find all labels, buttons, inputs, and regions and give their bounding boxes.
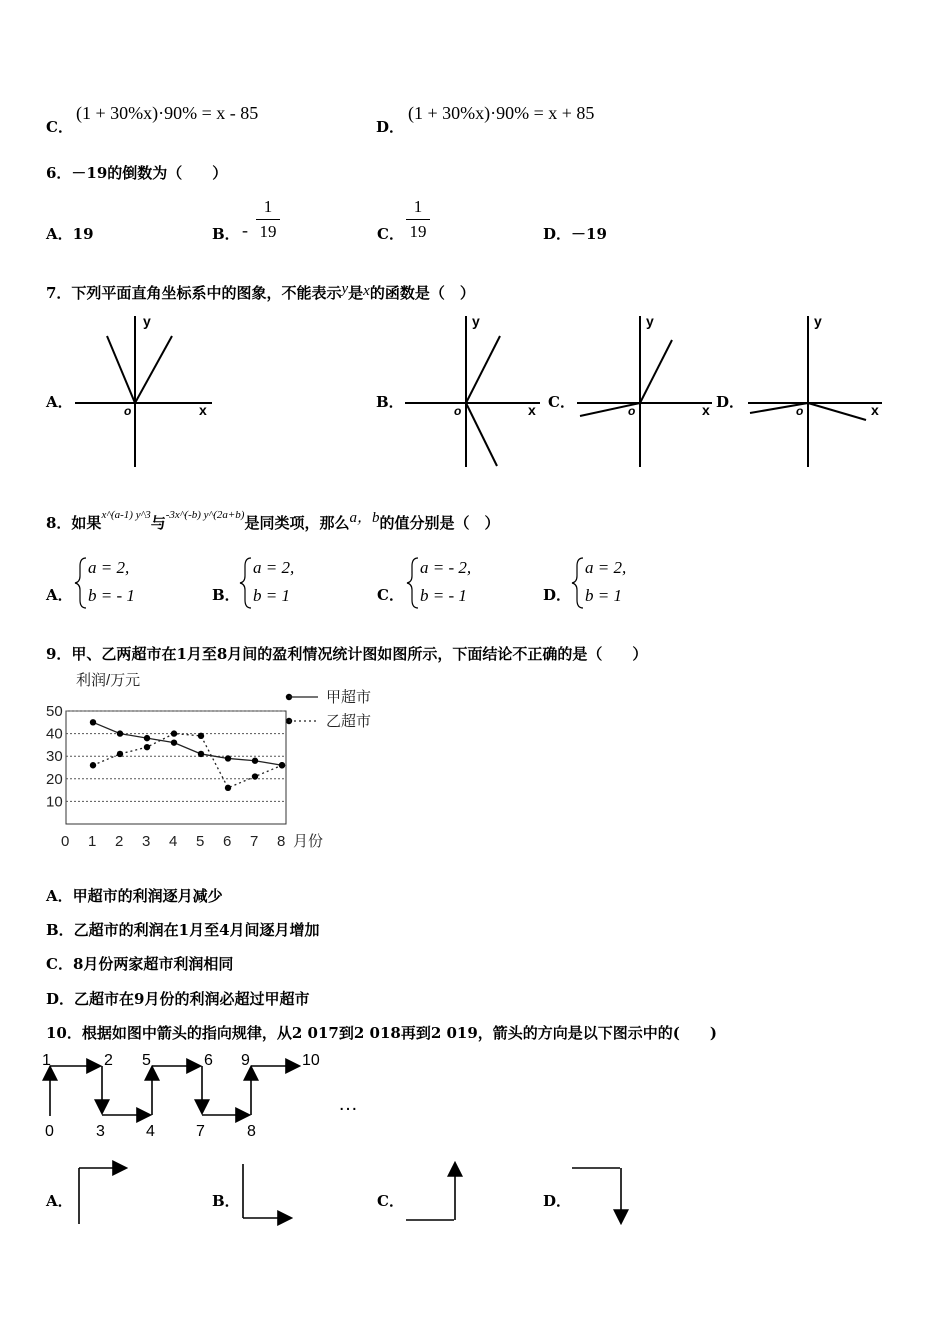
q8-option-b-line1: a = 2, — [253, 558, 295, 577]
pattern-num-7: 7 — [196, 1123, 205, 1140]
q8-option-d-line1: a = 2, — [585, 558, 627, 577]
chart-x-tick-label: 3 — [142, 833, 151, 850]
q9-option-c: C．8月份两家超市利润相同 — [46, 955, 234, 973]
q7-graph-a-origin: o — [124, 404, 132, 418]
q10-option-c-label: C． — [377, 1192, 404, 1210]
q8-option-b-line2: b = 1 — [253, 586, 290, 605]
q8-option-c-label: C． — [377, 586, 404, 604]
q8-vars: a，b — [349, 510, 380, 526]
q8-option-c-line1: a = - 2, — [420, 558, 472, 577]
q8-option-b-label: B． — [212, 586, 240, 604]
q9-option-b: B．乙超市的利润在1月至4月间逐月增加 — [46, 921, 320, 939]
q10-option-d-label: D． — [543, 1192, 572, 1210]
q9-stem: 9．甲、乙两超市在1月至8月间的盈利情况统计图如图所示，下面结论不正确的是（ ） — [46, 645, 648, 663]
pattern-num-6: 6 — [204, 1052, 213, 1069]
q7-graph-b-origin: o — [454, 404, 462, 418]
pattern-num-3: 3 — [96, 1123, 105, 1140]
chart-y-tick-label: 30 — [46, 748, 63, 766]
pattern-num-1: 1 — [42, 1052, 51, 1069]
q8-option-c-line2: b = - 1 — [420, 586, 467, 605]
q5-option-d-label: D． — [376, 118, 405, 136]
fraction-numerator: 1 — [413, 197, 423, 216]
q6-option-b-label: B． — [212, 225, 240, 243]
q7-option-d-label: D． — [716, 393, 745, 411]
q8-term1: x^(a-1) y^3 — [101, 509, 151, 521]
q6-option-a: A．19 — [46, 225, 94, 243]
chart-y-axis-label: 利润/万元 — [76, 672, 141, 689]
chart-y-tick-label: 50 — [46, 703, 63, 720]
q5-option-c-label: C． — [46, 118, 73, 136]
chart-x-tick-label: 5 — [196, 833, 205, 850]
q7-graph-a-y-label: y — [143, 313, 151, 329]
pattern-num-10: 10 — [302, 1052, 320, 1069]
q7-var-x: x — [363, 283, 370, 299]
q7-graph-d-x-label: x — [871, 402, 879, 418]
q7-graph-a-x-label: x — [199, 402, 207, 418]
q8-option-a-line2: b = - 1 — [88, 586, 135, 605]
q8-option-a-line1: a = 2, — [88, 558, 130, 577]
q6-option-d: D．－19 — [543, 225, 607, 243]
pattern-num-5: 5 — [142, 1052, 151, 1069]
chart-x-tick-label: 0 — [61, 833, 70, 850]
legend-label-1: 甲超市 — [326, 689, 372, 706]
pattern-num-2: 2 — [104, 1052, 113, 1069]
pattern-num-9: 9 — [241, 1052, 250, 1069]
pattern-ellipsis: … — [338, 1093, 358, 1115]
q7-stem-pre: 7．下列平面直角坐标系中的图象，不能表示 — [46, 284, 342, 302]
q6-option-b-sign: - — [242, 220, 248, 240]
q8-stem-post: 的值分别是（ ） — [379, 514, 500, 532]
q8-stem-mid: 与 — [150, 514, 166, 532]
q7-graph-c-x-label: x — [702, 402, 710, 418]
q8-option-a-label: A． — [46, 586, 73, 604]
q10-stem: 10．根据如图中箭头的指向规律，从2 017到2 018再到2 019，箭头的方向是以下图示中的( ) — [46, 1024, 717, 1042]
chart-y-tick-label: 40 — [46, 725, 63, 743]
q9-option-a: A．甲超市的利润逐月减少 — [46, 887, 223, 905]
q7-graph-b-y-label: y — [472, 313, 480, 329]
q7-graph-d-y-label: y — [814, 313, 822, 329]
q7-stem-post: 的函数是（ ） — [369, 284, 475, 302]
chart-y-tick-label: 20 — [46, 770, 63, 788]
q5-option-d-equation: (1 + 30%x)·90% = x + 85 — [408, 103, 595, 123]
chart-x-tick-label: 2 — [115, 833, 124, 850]
chart-x-tick-label: 8 — [277, 833, 286, 850]
q8-option-d-label: D． — [543, 586, 572, 604]
chart-y-tick-label: 10 — [46, 793, 63, 811]
q7-stem-mid: 是 — [348, 284, 364, 302]
q7-option-c-label: C． — [548, 393, 575, 411]
q7-graph-d-origin: o — [796, 404, 804, 418]
q9-option-d: D．乙超市在9月份的利润必超过甲超市 — [46, 990, 310, 1008]
q10-option-a-label: A． — [46, 1192, 73, 1210]
fraction-denominator: 19 — [259, 222, 277, 241]
fraction-numerator: 1 — [263, 197, 273, 216]
chart-x-axis-label: 月份 — [293, 833, 324, 850]
q8-stem-pre: 8．如果 — [46, 514, 102, 532]
q7-option-b-label: B． — [376, 393, 404, 411]
q7-graph-c-origin: o — [628, 404, 636, 418]
chart-x-tick-label: 7 — [250, 833, 259, 850]
q6-option-c-label: C． — [377, 225, 404, 243]
q10-option-b-label: B． — [212, 1192, 240, 1210]
chart-x-tick-label: 6 — [223, 833, 232, 850]
pattern-num-8: 8 — [247, 1123, 256, 1140]
chart-x-tick-label: 1 — [88, 833, 97, 850]
chart-x-tick-label: 4 — [169, 833, 178, 850]
q7-graph-b-x-label: x — [528, 402, 536, 418]
q7-graph-c-y-label: y — [646, 313, 654, 329]
legend-label-2: 乙超市 — [326, 713, 372, 730]
q5-option-c-equation: (1 + 30%x)·90% = x - 85 — [76, 103, 259, 123]
q7-option-a-label: A． — [46, 393, 73, 411]
q8-term2: -3x^(-b) y^(2a+b) — [165, 509, 245, 521]
fraction-denominator: 19 — [409, 222, 427, 241]
q8-option-d-line2: b = 1 — [585, 586, 622, 605]
q7-var-y: y — [341, 281, 349, 297]
pattern-num-4: 4 — [146, 1123, 155, 1140]
q8-stem-mid2: 是同类项，那么 — [244, 514, 350, 532]
pattern-num-0: 0 — [45, 1123, 54, 1140]
q6-stem: 6．－19的倒数为（ ） — [46, 164, 228, 182]
